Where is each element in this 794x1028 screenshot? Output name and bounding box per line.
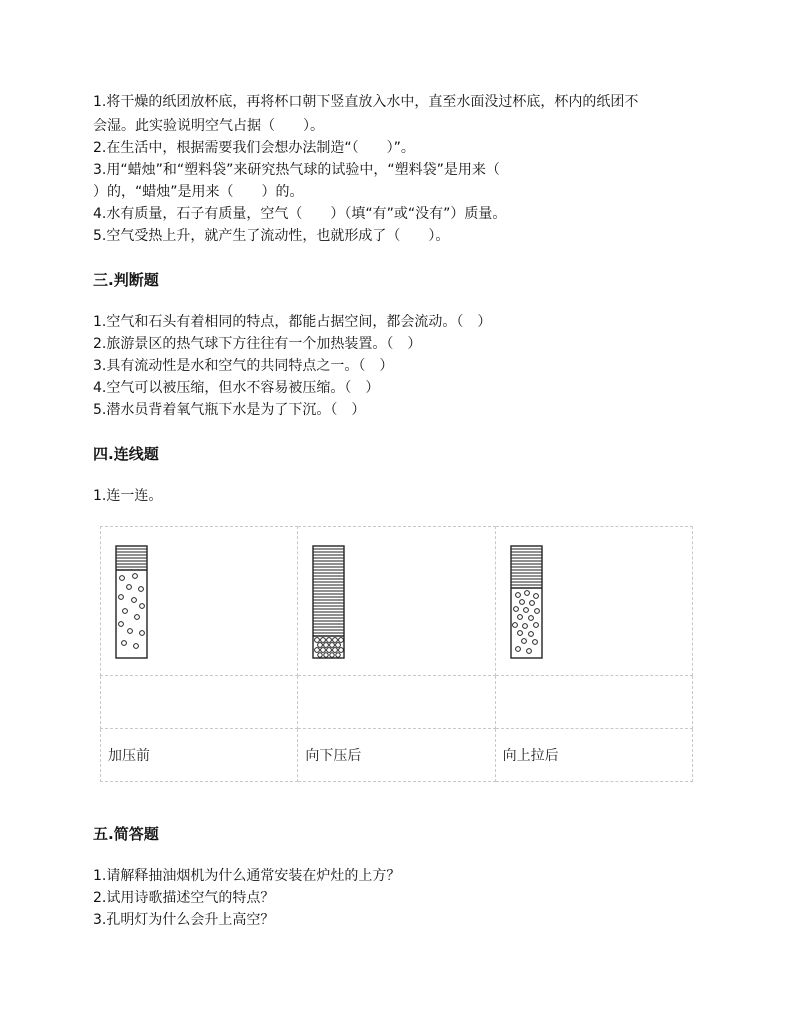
fill-blank-line-2: 会湿。此实验说明空气占据（ ）。 [93, 118, 324, 134]
cylinder-pressed-icon [312, 545, 352, 660]
cylinder-cell-pulled [495, 527, 692, 676]
caption-pressed: 向下压后 [305, 748, 362, 764]
cylinder-pulled-icon [510, 545, 550, 660]
cylinder-cell-pressed [298, 527, 495, 676]
judge-item-3: 3.具有流动性是水和空气的共同特点之一。（ ） [93, 358, 394, 374]
blank-cell-3 [495, 676, 692, 729]
caption-cell-2 [298, 729, 495, 782]
fill-blank-line-4: 3.用“蜡烛”和“塑料袋”来研究热气球的试验中，“塑料袋”是用来（ [93, 162, 500, 178]
judge-item-1: 1.空气和石头有着相同的特点，都能占据空间，都会流动。（ ） [93, 314, 492, 330]
short-answer-item-1: 1.请解释抽油烟机为什么通常安装在炉灶的上方？ [93, 868, 401, 884]
blank-cell-2 [298, 676, 495, 729]
judge-item-5: 5.潜水员背着氧气瓶下水是为了下沉。（ ） [93, 402, 366, 418]
short-answer-item-3: 3.孔明灯为什么会升上高空？ [93, 912, 275, 928]
fill-blank-line-6: 4.水有质量，石子有质量，空气（ ）（填“有”或“没有”）质量。 [93, 206, 507, 222]
judge-heading: 三.判断题 [93, 271, 159, 289]
caption-cell-3 [495, 729, 692, 782]
fill-blank-line-1: 1.将干燥的纸团放杯底，再将杯口朝下竖直放入水中，直至水面没过杯底，杯内的纸团不 [93, 94, 639, 110]
fill-blank-line-3: 2.在生活中，根据需要我们会想办法制造“（ ）”。 [93, 140, 415, 156]
caption-before: 加压前 [108, 748, 150, 764]
short-answer-item-2: 2.试用诗歌描述空气的特点？ [93, 890, 275, 906]
caption-cell-1 [101, 729, 298, 782]
fill-blank-line-7: 5.空气受热上升，就产生了流动性，也就形成了（ ）。 [93, 228, 450, 244]
caption-pulled: 向上拉后 [502, 748, 559, 764]
cylinder-before-icon [115, 545, 155, 660]
fill-blank-line-5: ）的，“蜡烛”是用来（ ）的。 [93, 184, 304, 200]
match-table [100, 526, 693, 782]
judge-item-2: 2.旅游景区的热气球下方往往有一个加热装置。（ ） [93, 336, 422, 352]
short-answer-heading: 五.简答题 [93, 825, 159, 843]
blank-cell-1 [101, 676, 298, 729]
match-prompt: 1.连一连。 [93, 488, 163, 504]
judge-item-4: 4.空气可以被压缩，但水不容易被压缩。（ ） [93, 380, 380, 396]
cylinder-cell-before [101, 527, 298, 676]
match-heading: 四.连线题 [93, 445, 159, 463]
